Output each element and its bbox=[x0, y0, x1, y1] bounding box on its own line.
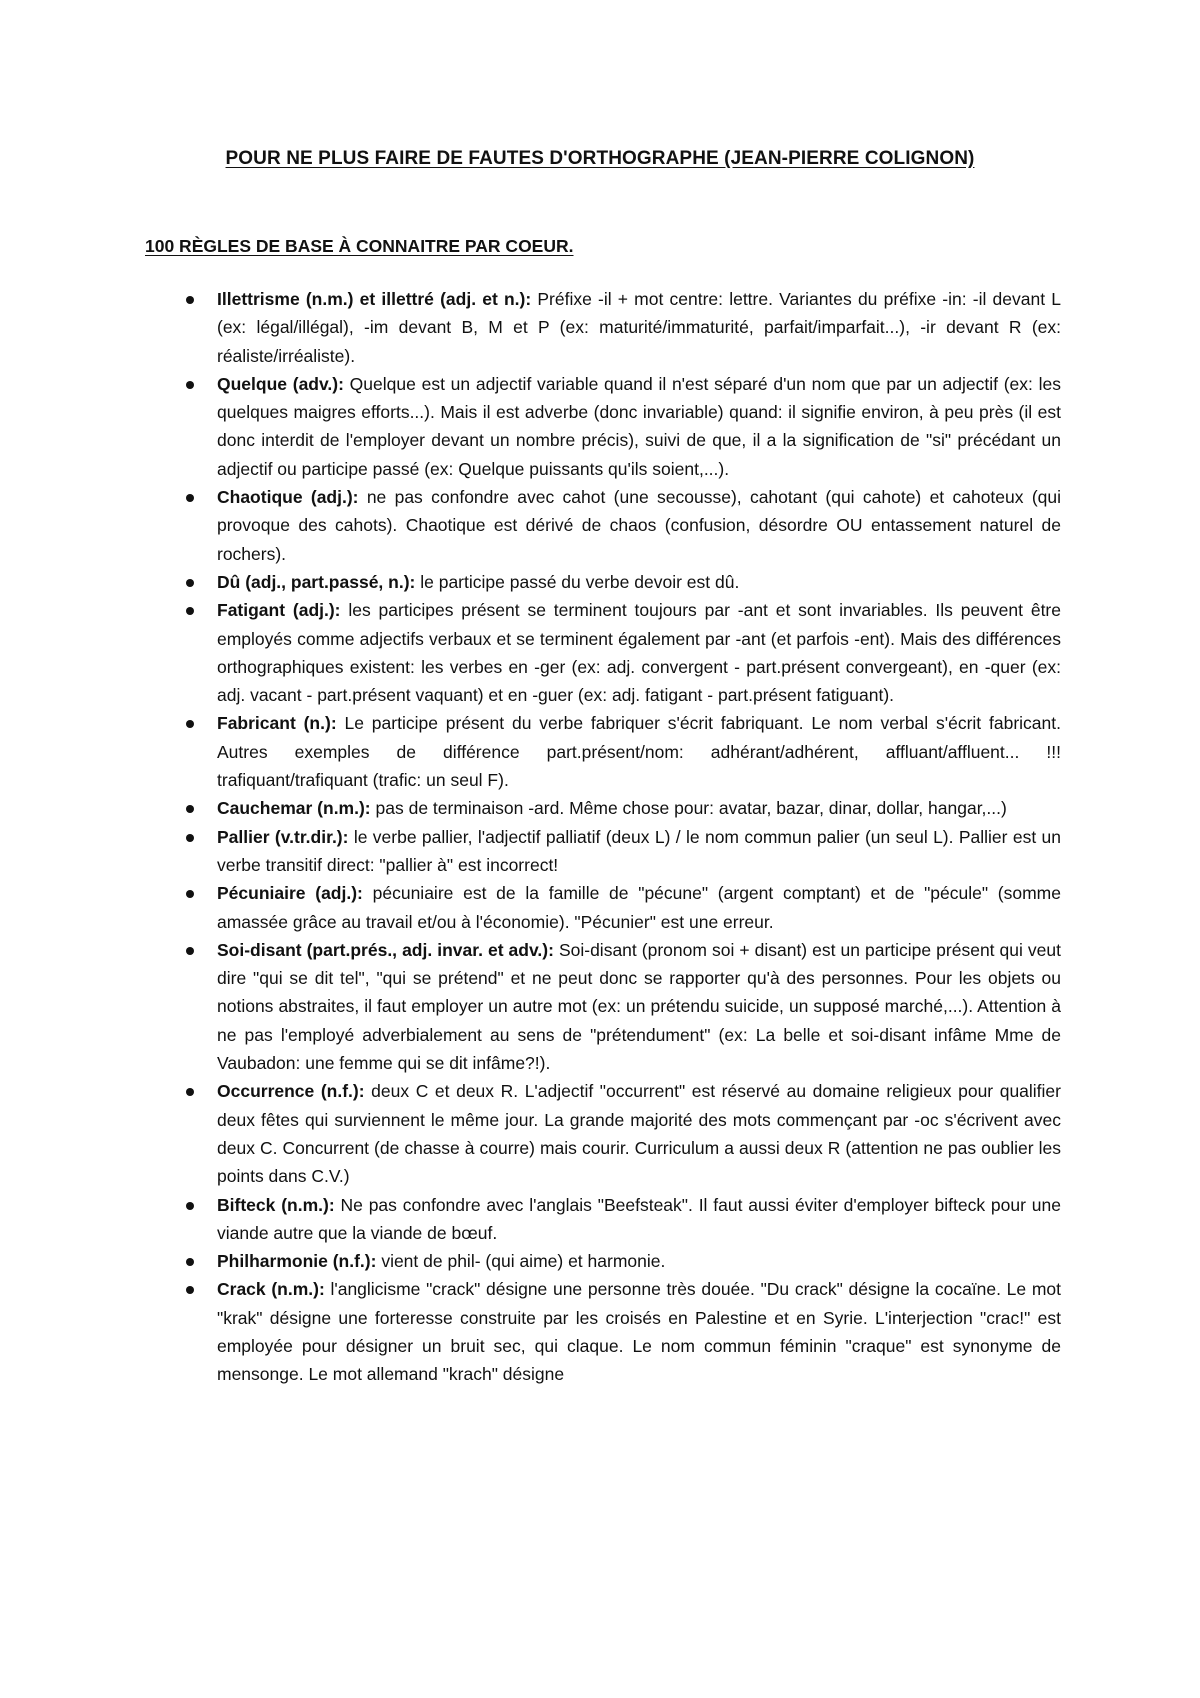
rule-text: le participe passé du verbe devoir est dû. bbox=[415, 571, 740, 592]
rule-item bbox=[145, 879, 1061, 936]
bullet-icon bbox=[186, 805, 194, 813]
rule-item bbox=[145, 370, 1061, 483]
bullet-icon bbox=[186, 834, 194, 842]
rule-term: Pécuniaire (adj.): bbox=[217, 883, 363, 904]
bullet-icon bbox=[186, 720, 194, 728]
rule-item bbox=[145, 483, 1061, 568]
rule-text: Quelque est un adjectif variable quand il n'est séparé d'un nom que par un adjectif (ex: les quelques maigres efforts...). Mais il est adverbe (donc invariable) quand: il signifie environ, à peu près (il est donc interdit de l'employer devant un nombre précis), suivi de que, il a la signification de "si" précédant un adjectif ou participe passé (ex: Quelque puissants qu'ils soient,...). bbox=[217, 373, 1061, 479]
rule-item bbox=[145, 823, 1061, 880]
rule-item bbox=[145, 936, 1061, 1077]
rule-text: Préfixe -il + mot centre: lettre. Variantes du préfixe -in: -il devant L (ex: légal/illégal), -im devant B, M et P (ex: maturité/immaturité, parfait/imparfait...), -ir devant R (ex: réaliste/irréaliste). bbox=[217, 289, 1062, 366]
rule-term: Dû (adj., part.passé, n.): bbox=[217, 571, 416, 592]
rule-text: deux C et deux R. L'adjectif "occurrent" est réservé au domaine religieux pour qualifier deux fêtes qui surviennent le même jour. La grande majorité des mots commençant par -oc s'écrivent avec deux C. Concurrent (de chasse à courre) mais courir. Curriculum a aussi deux R (attention ne pas oublier les points dans C.V.) bbox=[217, 1081, 1061, 1187]
rule-text: le verbe pallier, l'adjectif palliatif (deux L) / le nom commun palier (un seul L). Pallier est un verbe transitif direct: "pallier à" est incorrect! bbox=[217, 826, 1061, 875]
rule-term: Quelque (adv.): bbox=[217, 373, 344, 394]
rule-item bbox=[145, 596, 1061, 709]
rule-term: Chaotique (adj.): bbox=[217, 487, 359, 508]
bullet-icon bbox=[186, 381, 194, 389]
rule-term: Crack (n.m.): bbox=[217, 1279, 325, 1300]
rule-item bbox=[145, 1077, 1061, 1190]
rule-text: pécuniaire est de la famille de "pécune" (argent comptant) et de "pécule" (somme amassée grâce au travail et/ou à l'économie). "Pécunier" est une erreur. bbox=[217, 883, 1061, 932]
rule-term: Cauchemar (n.m.): bbox=[217, 798, 371, 819]
rule-text: ne pas confondre avec cahot (une secousse), cahotant (qui cahote) et cahoteux (qui provoque des cahots). Chaotique est dérivé de chaos (confusion, désordre OU entassement naturel de rochers). bbox=[217, 487, 1061, 564]
rule-text: les participes présent se terminent toujours par -ant et sont invariables. Ils peuvent être employés comme adjectifs verbaux et se terminent également par -ant (et parfois -ent). Mais des différences orthographiques existent: les verbes en -ger (ex: adj. convergent - part.présent convergeant), en -quer (ex: adj. vacant - part.présent vaquant) et en -guer (ex: adj. fatigant - part.présent fatiguant). bbox=[217, 600, 1061, 706]
rule-term: Occurrence (n.f.): bbox=[217, 1081, 365, 1102]
bullet-icon bbox=[186, 1202, 194, 1210]
rule-term: Fatigant (adj.): bbox=[217, 600, 341, 621]
document-subtitle: 100 RÈGLES DE BASE À CONNAITRE PAR COEUR. bbox=[145, 236, 574, 256]
rule-term: Pallier (v.tr.dir.): bbox=[217, 826, 349, 847]
rule-term: Bifteck (n.m.): bbox=[217, 1194, 335, 1215]
rule-item bbox=[145, 1275, 1061, 1388]
rule-term: Fabricant (n.): bbox=[217, 713, 337, 734]
rule-term: Illettrisme (n.m.) et illettré (adj. et n.): bbox=[217, 289, 532, 309]
rule-item bbox=[145, 568, 1061, 596]
rule-item bbox=[145, 794, 1061, 822]
bullet-icon bbox=[186, 579, 194, 587]
bullet-icon bbox=[186, 1088, 194, 1096]
bullet-icon bbox=[186, 1286, 194, 1294]
rule-term: Philharmonie (n.f.): bbox=[217, 1251, 377, 1272]
rule-text: Ne pas confondre avec l'anglais "Beefsteak". Il faut aussi éviter d'employer bifteck pour une viande autre que la viande de bœuf. bbox=[217, 1194, 1061, 1243]
rule-item bbox=[145, 285, 1061, 370]
bullet-icon bbox=[186, 947, 194, 955]
rule-text: vient de phil- (qui aime) et harmonie. bbox=[376, 1251, 666, 1272]
document-title: POUR NE PLUS FAIRE DE FAUTES D'ORTHOGRAPHE (JEAN-PIERRE COLIGNON) bbox=[225, 148, 975, 169]
bullet-icon bbox=[186, 607, 194, 615]
rule-text: l'anglicisme "crack" désigne une personne très douée. "Du crack" désigne la cocaïne. Le mot "krak" désigne une forteresse construite par les croisés en Palestine et en Syrie. L'interjection "crac!" est employée pour désigner un bruit sec, qui claque. Le nom commun féminin "craque" est synonyme de mensonge. Le mot allemand "krach" désigne bbox=[217, 1279, 1061, 1385]
rule-item bbox=[145, 1247, 1061, 1275]
bullet-icon bbox=[186, 1258, 194, 1266]
rules-list bbox=[145, 285, 1061, 1389]
rule-item bbox=[145, 709, 1061, 794]
rule-item bbox=[145, 1191, 1061, 1248]
bullet-icon bbox=[186, 890, 194, 898]
rule-text: Soi-disant (pronom soi + disant) est un participe présent qui veut dire "qui se dit tel", "qui se prétend" et ne peut donc se rapporter qu'à des personnes. Pour les objets ou notions abstraites, il faut employer un autre mot (ex: un prétendu suicide, un supposé marché,...). Attention à ne pas l'employé adverbialement au sens de "prétendument" (ex: La belle et soi-disant infâme Mme de Vaubadon: une femme qui se dit infâme?!). bbox=[217, 939, 1062, 1074]
bullet-icon bbox=[186, 494, 194, 502]
rule-text: pas de terminaison -ard. Même chose pour: avatar, bazar, dinar, dollar, hangar,...) bbox=[370, 798, 1007, 819]
rule-term: Soi-disant (part.prés., adj. invar. et adv.): bbox=[217, 939, 554, 960]
rule-text: Le participe présent du verbe fabriquer s'écrit fabriquant. Le nom verbal s'écrit fabricant. Autres exemples de différence part.présent/nom: adhérant/adhérent, affluant/affluent... !!! trafiquant/trafiquant (trafic: un seul F). bbox=[217, 713, 1061, 791]
bullet-icon bbox=[186, 296, 194, 304]
